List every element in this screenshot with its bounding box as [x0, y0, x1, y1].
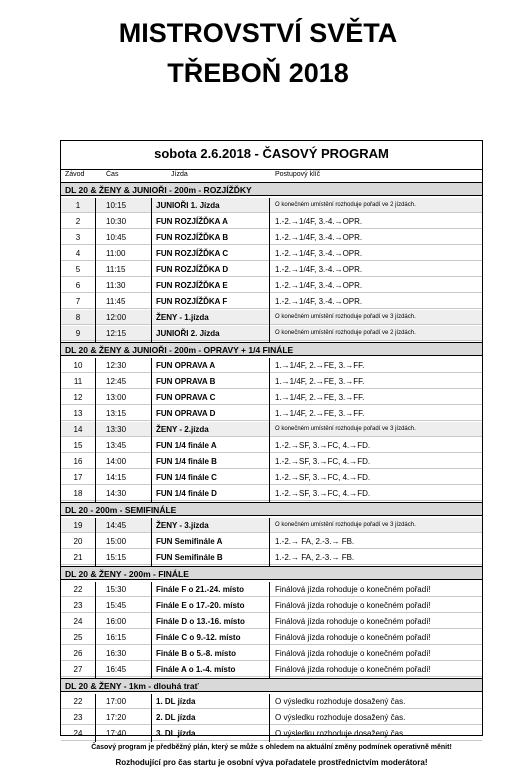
race-name: FUN 1/4 finále D [156, 489, 217, 498]
table-row [61, 326, 482, 341]
start-time: 17:40 [106, 729, 127, 738]
column-header-row [61, 169, 482, 183]
race-number: 7 [75, 297, 81, 306]
race-name: Finále A o 1.-4. místo [156, 665, 236, 674]
race-name: FUN ROZJÍŽĎKA F [156, 297, 228, 306]
note-preliminary: Časový program je předběžný plán, který se může s ohledem na aktuální změny podmínek operativně měnit! [91, 744, 452, 751]
progression-rule: 1.-2.→ FA, 2.-3.→ FB. [275, 553, 355, 562]
table-row [61, 438, 482, 453]
race-number: 4 [75, 249, 81, 258]
progression-rule: Finálová jízda rohoduje o konečném pořadí! [275, 649, 431, 658]
progression-rule: O výsledku rozhoduje dosažený čas. [275, 713, 406, 722]
table-row [61, 614, 482, 629]
race-number: 12 [73, 393, 83, 402]
start-time: 13:00 [106, 393, 127, 402]
race-number: 23 [73, 601, 83, 610]
race-number: 15 [73, 441, 83, 450]
column-divider [95, 582, 96, 678]
start-time: 16:45 [106, 665, 127, 674]
column-divider [269, 694, 270, 742]
race-number: 13 [73, 409, 83, 418]
race-name: 2. DL jízda [156, 713, 196, 722]
race-name: 3. DL jízda [156, 729, 196, 738]
column-divider [151, 518, 152, 566]
section-header: DL 20 & ŽENY - 1km - dlouhá trať [61, 678, 482, 692]
start-time: 12:45 [106, 377, 127, 386]
progression-rule: 1.-2.→SF, 3.→FC, 4.→FD. [275, 441, 371, 450]
race-name: FUN 1/4 finále C [156, 473, 217, 482]
column-header-zavod: Závod [65, 171, 85, 178]
table-row [61, 534, 482, 549]
section-header: DL 20 & ŽENY & JUNIOŘI - 200m - ROZJÍŽĎKY [61, 182, 482, 196]
race-number: 8 [75, 313, 81, 322]
section-header: DL 20 & ŽENY & JUNIOŘI - 200m - OPRAVY + 1/4 FINÁLE [61, 342, 482, 356]
progression-rule: 1.-2.→1/4F, 3.-4.→OPR. [275, 217, 363, 226]
start-time: 15:30 [106, 585, 127, 594]
start-time: 17:20 [106, 713, 127, 722]
race-name: FUN Semifinále B [156, 553, 223, 562]
race-number: 3 [75, 233, 81, 242]
table-row [61, 390, 482, 405]
start-time: 11:30 [106, 281, 126, 290]
race-number: 14 [73, 425, 83, 434]
race-name: FUN ROZJÍŽĎKA A [156, 217, 228, 226]
table-row [61, 518, 482, 533]
start-time: 11:15 [106, 265, 126, 274]
progression-rule: O konečném umístění rozhoduje pořadí ve 3 jízdách. [275, 426, 416, 432]
title-line-1: MISTROVSTVÍ SVĚTA [118, 18, 398, 48]
column-divider [95, 518, 96, 566]
table-row [61, 278, 482, 293]
start-time: 11:45 [106, 297, 126, 306]
table-row [61, 358, 482, 373]
note-start-time: Rozhodující pro čas startu je osobní výva pořadatele prostřednictvím moderátora! [115, 758, 428, 767]
progression-rule: 1.-2.→SF, 3.→FC, 4.→FD. [275, 489, 371, 498]
progression-rule: O výsledku rozhoduje dosažený čas. [275, 729, 406, 738]
start-time: 13:30 [106, 425, 127, 434]
table-row [61, 310, 482, 325]
race-name: FUN ROZJÍŽĎKA C [156, 249, 229, 258]
progression-rule: Finálová jízda rohoduje o konečném pořadí! [275, 633, 431, 642]
table-row [61, 726, 482, 741]
race-name: FUN ROZJÍŽĎKA B [156, 233, 229, 242]
progression-rule: 1.-2.→1/4F, 3.-4.→OPR. [275, 249, 363, 258]
table-row [61, 582, 482, 597]
table-row [61, 470, 482, 485]
table-row [61, 550, 482, 565]
start-time: 15:45 [106, 601, 127, 610]
progression-rule: O konečném umístění rozhoduje pořadí ve 2 jízdách. [275, 202, 416, 208]
column-divider [151, 198, 152, 342]
table-row [61, 694, 482, 709]
race-name: FUN OPRAVA C [156, 393, 216, 402]
column-divider [95, 694, 96, 742]
race-name: JUNIOŘI 2. Jízda [156, 329, 220, 338]
table-row [61, 598, 482, 613]
race-number: 27 [73, 665, 83, 674]
start-time: 12:30 [106, 361, 127, 370]
race-name: FUN Semifinále A [156, 537, 223, 546]
start-time: 16:00 [106, 617, 127, 626]
start-time: 14:30 [106, 489, 127, 498]
progression-rule: 1.-2.→SF, 3.→FC, 4.→FD. [275, 457, 371, 466]
start-time: 13:15 [106, 409, 127, 418]
table-row [61, 646, 482, 661]
race-number: 24 [73, 617, 83, 626]
progression-rule: O konečném umístění rozhoduje pořadí ve 3 jízdách. [275, 522, 416, 528]
start-time: 10:30 [106, 217, 127, 226]
race-name: Finále B o 5.-8. místo [156, 649, 237, 658]
section-header: DL 20 - 200m - SEMIFINÁLE [61, 502, 482, 516]
start-time: 12:15 [106, 329, 127, 338]
progression-rule: Finálová jízda rohoduje o konečném pořadí! [275, 665, 431, 674]
progression-rule: 1.-2.→1/4F, 3.-4.→OPR. [275, 233, 363, 242]
race-number: 22 [73, 585, 83, 594]
race-name: FUN ROZJÍŽĎKA D [156, 265, 229, 274]
start-time: 11:00 [106, 249, 126, 258]
progression-rule: 1.→1/4F, 2.→FE, 3.→FF. [275, 361, 365, 370]
race-number: 17 [73, 473, 83, 482]
race-name: ŽENY - 3.jízda [156, 521, 209, 530]
race-name: JUNIOŘI 1. Jízda [156, 201, 220, 210]
race-name: FUN 1/4 finále B [156, 457, 217, 466]
race-name: ŽENY - 1.jízda [156, 313, 209, 322]
start-time: 14:00 [106, 457, 127, 466]
section-header: DL 20 & ŽENY - 200m - FINÁLE [61, 566, 482, 580]
progression-rule: O konečném umístění rozhoduje pořadí ve 3 jízdách. [275, 314, 416, 320]
table-row [61, 294, 482, 309]
start-time: 17:00 [106, 697, 127, 706]
column-divider [269, 518, 270, 566]
table-row [61, 246, 482, 261]
race-name: FUN OPRAVA A [156, 361, 216, 370]
start-time: 15:15 [106, 553, 127, 562]
race-number: 23 [73, 713, 83, 722]
column-divider [151, 582, 152, 678]
table-row [61, 198, 482, 213]
progression-rule: Finálová jízda rohoduje o konečném pořadí! [275, 617, 431, 626]
table-row [61, 214, 482, 229]
start-time: 10:15 [106, 201, 127, 210]
race-number: 26 [73, 649, 83, 658]
column-divider [151, 358, 152, 502]
start-time: 16:15 [106, 633, 127, 642]
progression-rule: O konečném umístění rozhoduje pořadí ve 2 jízdách. [275, 330, 416, 336]
race-number: 20 [73, 537, 83, 546]
progression-rule: Finálová jízda rohoduje o konečném pořadí! [275, 585, 431, 594]
table-row [61, 230, 482, 245]
race-name: FUN OPRAVA D [156, 409, 216, 418]
table-row [61, 374, 482, 389]
progression-rule: 1.→1/4F, 2.→FE, 3.→FF. [275, 409, 365, 418]
race-number: 5 [75, 265, 81, 274]
start-time: 16:30 [106, 649, 127, 658]
table-row [61, 454, 482, 469]
start-time: 13:45 [106, 441, 127, 450]
start-time: 10:45 [106, 233, 127, 242]
race-name: FUN OPRAVA B [156, 377, 216, 386]
column-divider [269, 358, 270, 502]
progression-rule: 1.-2.→1/4F, 3.-4.→OPR. [275, 297, 363, 306]
race-number: 6 [75, 281, 81, 290]
race-name: FUN ROZJÍŽĎKA E [156, 281, 228, 290]
progression-rule: 1.-2.→SF, 3.→FC, 4.→FD. [275, 473, 371, 482]
table-row [61, 710, 482, 725]
race-number: 2 [75, 217, 81, 226]
table-row [61, 422, 482, 437]
race-name: FUN 1/4 finále A [156, 441, 217, 450]
schedule-table [60, 140, 483, 767]
table-row [61, 662, 482, 677]
race-name: Finále C o 9.-12. místo [156, 633, 241, 642]
race-number: 21 [73, 553, 83, 562]
start-time: 14:45 [106, 521, 127, 530]
column-header-klic: Postupový klíč [275, 171, 321, 178]
race-number: 10 [73, 361, 83, 370]
progression-rule: O výsledku rozhoduje dosažený čas. [275, 697, 406, 706]
column-header-cas: Čas [106, 171, 119, 178]
progression-rule: 1.-2.→1/4F, 3.-4.→OPR. [275, 281, 363, 290]
start-time: 12:00 [106, 313, 127, 322]
table-row [61, 630, 482, 645]
progression-rule: 1.-2.→1/4F, 3.-4.→OPR. [275, 265, 363, 274]
table-row [61, 406, 482, 421]
race-name: Finále E o 17.-20. místo [156, 601, 245, 610]
column-divider [269, 198, 270, 342]
title-line-2: TŘEBOŇ 2018 [167, 58, 349, 88]
column-divider [95, 358, 96, 502]
column-header-jizda: Jízda [171, 171, 188, 178]
race-number: 1 [75, 201, 81, 210]
race-number: 11 [73, 377, 83, 386]
race-number: 22 [73, 697, 83, 706]
column-divider [269, 582, 270, 678]
race-number: 24 [73, 729, 83, 738]
race-name: 1. DL jízda [156, 697, 196, 706]
race-name: ŽENY - 2.jízda [156, 425, 209, 434]
race-number: 18 [73, 489, 83, 498]
progression-rule: Finálová jízda rohoduje o konečném pořadí! [275, 601, 431, 610]
race-number: 16 [73, 457, 83, 466]
progression-rule: 1.→1/4F, 2.→FE, 3.→FF. [275, 393, 365, 402]
progression-rule: 1.-2.→ FA, 2.-3.→ FB. [275, 537, 355, 546]
race-number: 19 [73, 521, 83, 530]
start-time: 14:15 [106, 473, 127, 482]
column-divider [151, 694, 152, 742]
race-name: Finále D o 13.-16. místo [156, 617, 245, 626]
progression-rule: 1.→1/4F, 2.→FE, 3.→FF. [275, 377, 365, 386]
race-number: 9 [75, 329, 81, 338]
race-name: Finále F o 21.-24. místo [156, 585, 245, 594]
schedule-subtitle: sobota 2.6.2018 - ČASOVÝ PROGRAM [154, 146, 389, 161]
start-time: 15:00 [106, 537, 127, 546]
table-row [61, 486, 482, 501]
column-divider [95, 198, 96, 342]
race-number: 25 [73, 633, 83, 642]
table-row [61, 262, 482, 277]
